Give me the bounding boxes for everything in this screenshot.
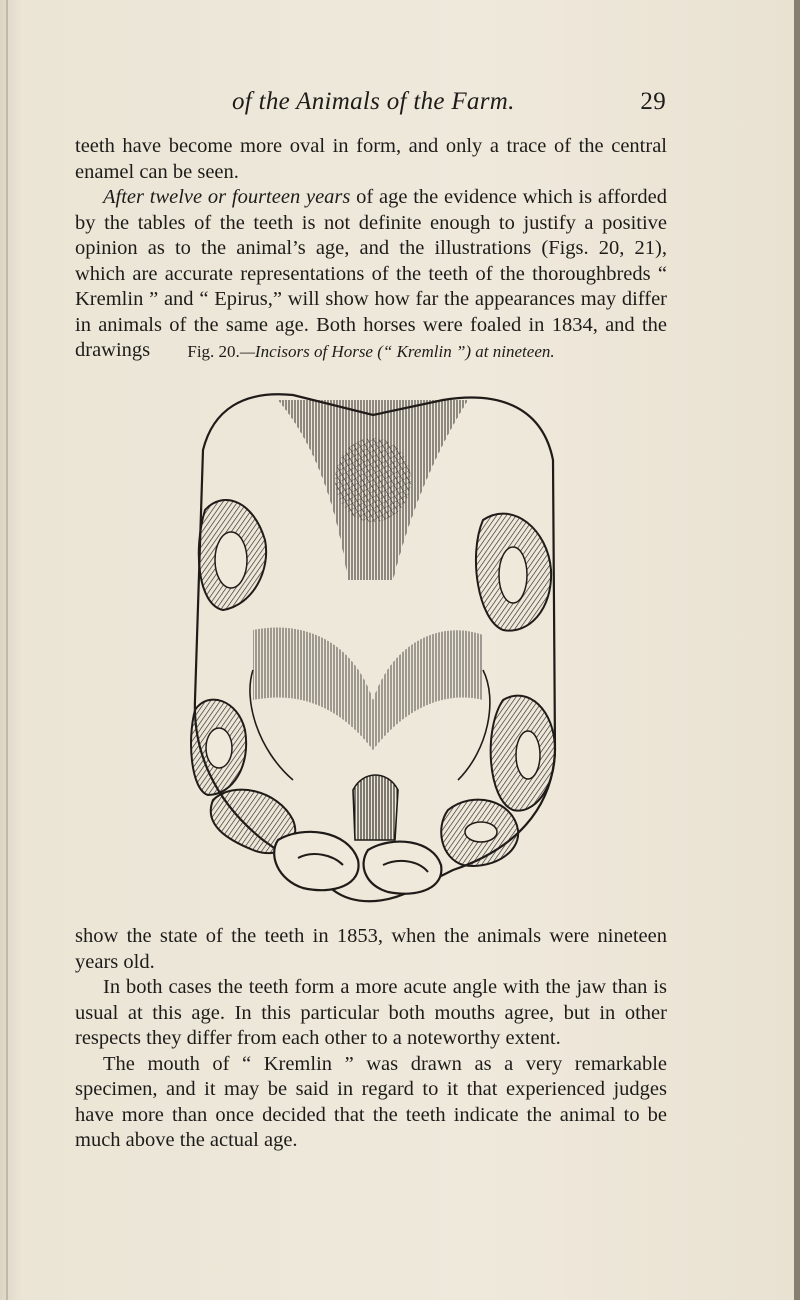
page-right-edge bbox=[794, 0, 800, 1300]
page-gutter-edge bbox=[6, 0, 8, 1300]
text-block-top bbox=[75, 134, 667, 364]
figure-label: Fig. 20. bbox=[187, 342, 240, 361]
paragraph: In both cases the teeth form a more acute angle with the jaw than is usual at this age. In this particular both mouths agree, but in other respects they differ from each other to a noteworthy extent. bbox=[75, 976, 667, 1049]
running-title: of the Animals of the Farm. bbox=[232, 88, 515, 115]
paragraph: show the state of the teeth in 1853, when the animals were nineteen years old. bbox=[75, 925, 667, 973]
page-number: 29 bbox=[640, 88, 666, 115]
paragraph: teeth have become more oval in form, and only a trace of the central enamel can be seen. bbox=[75, 135, 667, 183]
figure-caption bbox=[75, 342, 667, 362]
figure-description: —Incisors of Horse (“ Kremlin ”) at nineteen. bbox=[239, 342, 555, 361]
emphasis-lead: After twelve or fourteen years bbox=[103, 186, 351, 208]
paragraph: The mouth of “ Kremlin ” was drawn as a very remarkable specimen, and it may be said in regard to it that experienced judges have more than once decided that the teeth indicate the animal to be much above the actual age. bbox=[75, 1052, 667, 1151]
text-block-bottom bbox=[75, 924, 667, 1154]
paragraph-text: of age the evidence which is afforded by the tables of the teeth is not definite enough to justify a positive opinion as to the animal’s age, and the illustrations (Figs. 20, 21), which are accurate representations of the teeth of the thoroughbreds “ Kremlin ” and “ Epirus,” will show how far the appearances may differ in animals of the same age. Both horses were foaled in 1834, and the drawings bbox=[75, 186, 667, 361]
incisors-engraving bbox=[183, 370, 563, 915]
running-head bbox=[232, 88, 666, 116]
paragraph bbox=[75, 185, 667, 364]
figure-incisors-illustration bbox=[183, 370, 563, 915]
